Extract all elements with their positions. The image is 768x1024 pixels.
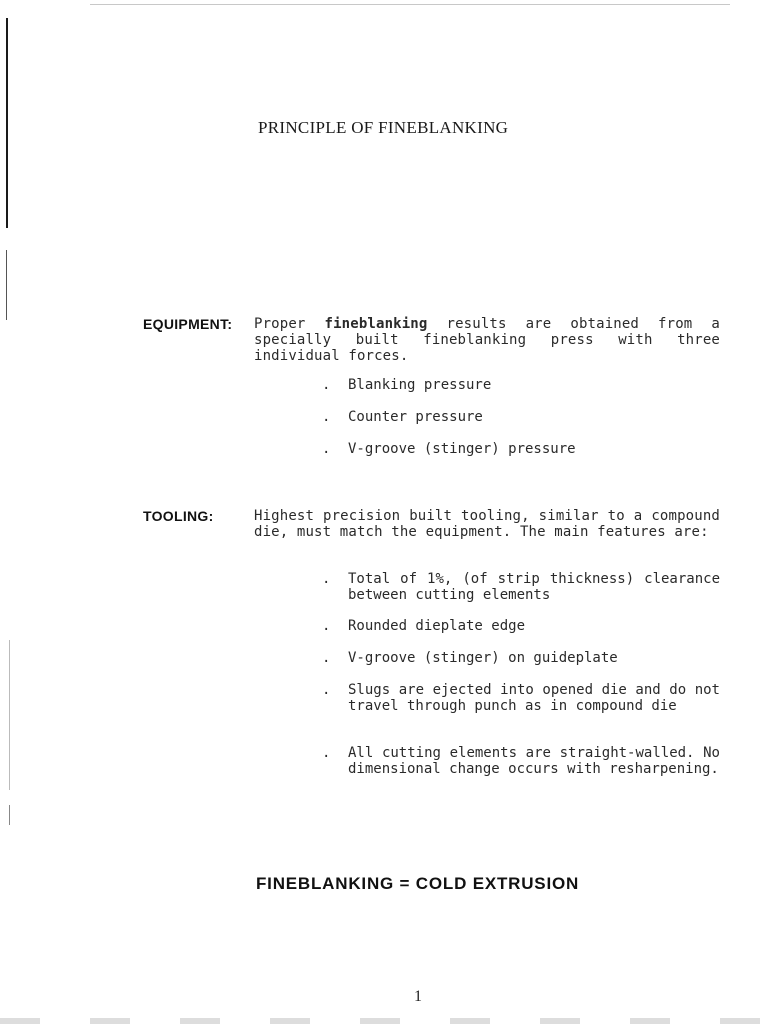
page-title: PRINCIPLE OF FINEBLANKING xyxy=(258,118,509,137)
equipment-list-item xyxy=(322,409,720,425)
page-number: 1 xyxy=(414,988,422,1005)
scan-artifact-left-edge xyxy=(9,640,10,790)
equipment-item-text: V-groove (stinger) pressure xyxy=(348,441,576,457)
tooling-item-text: V-groove (stinger) on guideplate xyxy=(348,650,618,666)
equipment-intro-bold: fineblanking xyxy=(324,316,428,332)
equipment-item-text: Blanking pressure xyxy=(348,377,492,393)
equipment-list-item xyxy=(322,377,720,393)
bullet: . xyxy=(322,650,331,666)
tooling-item-text: Rounded dieplate edge xyxy=(348,618,526,634)
tooling-list-item xyxy=(322,745,720,777)
scan-artifact-left-edge xyxy=(6,250,7,320)
tooling-item-text: Total of 1%, (of strip thickness) clearance between cutting elements xyxy=(348,571,720,603)
equipment-intro-before: Proper xyxy=(254,316,325,332)
equipment-label: EQUIPMENT: xyxy=(143,316,233,332)
tooling-list-item xyxy=(322,571,720,603)
scan-artifact-left-edge xyxy=(6,18,8,228)
bullet: . xyxy=(322,682,331,698)
bullet: . xyxy=(322,745,331,761)
tooling-item-text: All cutting elements are straight-walled. No dimensional change occurs with resharpening. xyxy=(348,745,720,777)
tooling-item-text: Slugs are ejected into opened die and do not travel through punch as in compound die xyxy=(348,682,720,714)
bullet: . xyxy=(322,441,331,457)
tooling-list-item xyxy=(322,618,720,634)
bullet: . xyxy=(322,571,331,587)
equipment-intro-after: results are obtained from a specially built fineblanking press with three individual forces. xyxy=(254,316,720,364)
tooling-label: TOOLING: xyxy=(143,508,214,524)
tooling-intro: Highest precision built tooling, similar to a compound die, must match the equipment. The main features are: xyxy=(254,508,720,540)
scan-artifact-bottom xyxy=(0,1018,768,1024)
tooling-list-item xyxy=(322,682,720,714)
scan-artifact-left-edge xyxy=(9,805,10,825)
tooling-list-item xyxy=(322,650,720,666)
equipment-intro xyxy=(254,316,720,364)
footer-heading: FINEBLANKING = COLD EXTRUSION xyxy=(256,874,580,893)
bullet: . xyxy=(322,409,331,425)
equipment-item-text: Counter pressure xyxy=(348,409,483,425)
bullet: . xyxy=(322,377,331,393)
scan-artifact-top xyxy=(90,4,730,5)
bullet: . xyxy=(322,618,331,634)
equipment-list-item xyxy=(322,441,720,457)
